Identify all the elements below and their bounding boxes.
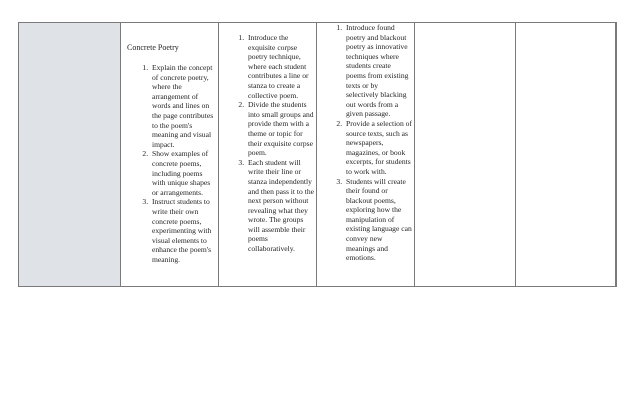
list-item: 3. Students will create their found or blackout poems, exploring how the manipulation of existing language can convey new meanings and emotions. — [344, 177, 412, 263]
empty-cell — [516, 23, 616, 286]
list-item: 3. Each student will write their line or stanza independently and then pass it to the next person without revealing what they wrote. The groups will assemble their poems collaboratively. — [246, 158, 314, 254]
cell-title: Concrete Poetry — [127, 43, 179, 52]
list-item: 1. Explain the concept of concrete poetry, where the arrangement of words and lines on the page contributes to the poem's meaning and visual impact. — [150, 63, 214, 149]
shaded-label-cell — [19, 23, 121, 286]
concrete-poetry-steps — [127, 63, 214, 264]
found-poetry-steps — [321, 23, 412, 263]
lesson-table — [18, 22, 617, 287]
list-item: 1. Introduce found poetry and blackout poetry as innovative techniques where students create poems from existing texts or by selectively blacking out words from a given passage. — [344, 23, 412, 119]
list-item: 2. Provide a selection of source texts, such as newspapers, magazines, or book excerpts, for students to work with. — [344, 119, 412, 177]
concrete-poetry-cell — [121, 23, 219, 286]
list-item: 3. Instruct students to write their own concrete poems, experimenting with visual elements to enhance the poem's meaning. — [150, 197, 214, 264]
list-item: 2. Show examples of concrete poems, including poems with unique shapes or arrangements. — [150, 149, 214, 197]
found-poetry-cell — [317, 23, 415, 286]
list-item: 2. Divide the students into small groups and provide them with a theme or topic for their exquisite corpse poem. — [246, 100, 314, 158]
exquisite-corpse-steps — [223, 33, 314, 254]
empty-cell — [415, 23, 516, 286]
list-item: 1. Introduce the exquisite corpse poetry technique, where each student contributes a line or stanza to create a collective poem. — [246, 33, 314, 100]
exquisite-corpse-cell — [219, 23, 317, 286]
